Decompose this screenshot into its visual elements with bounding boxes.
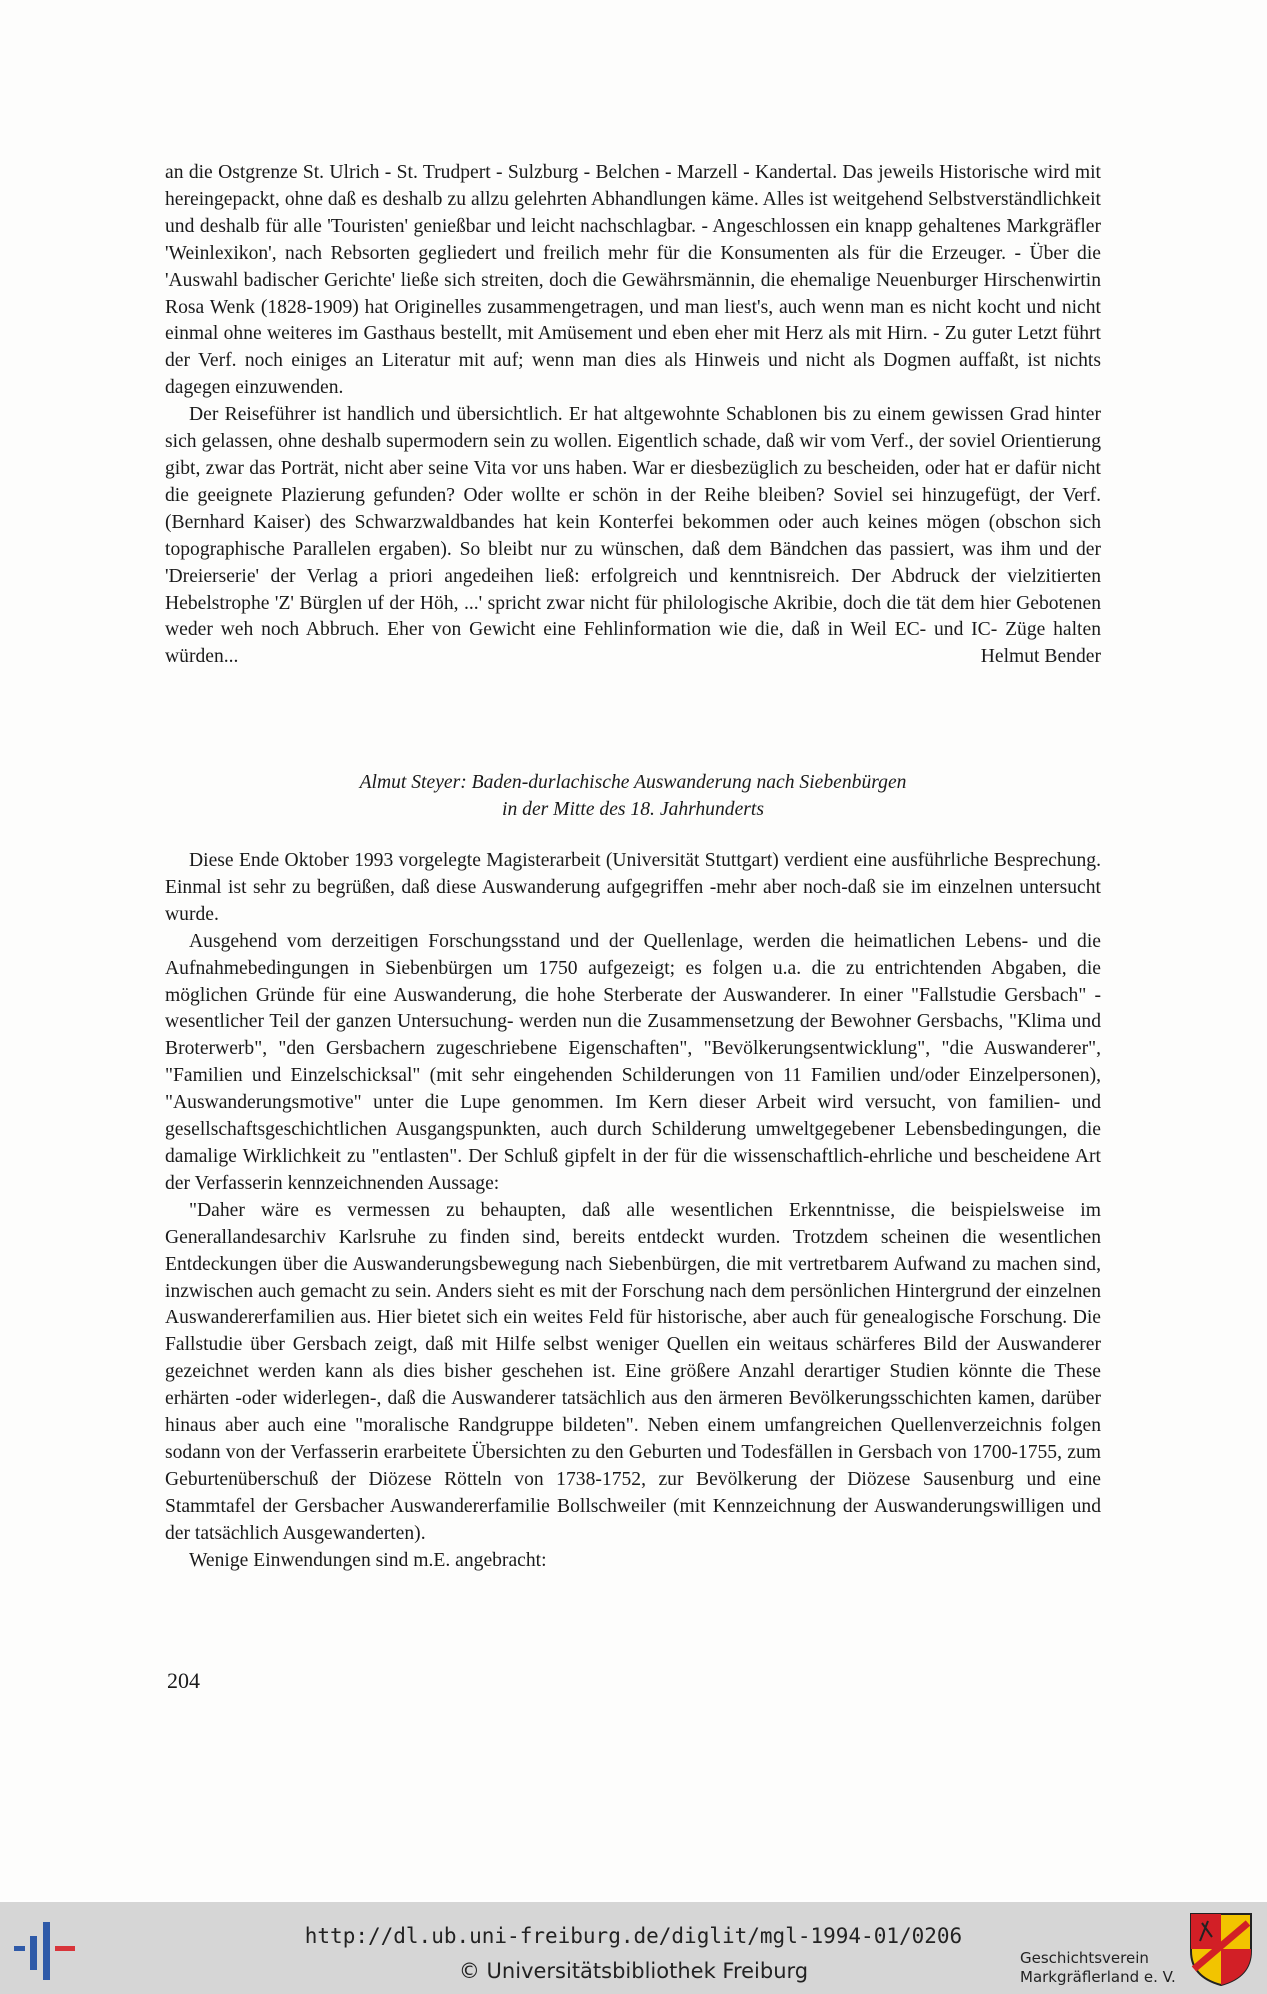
footer-bar [0, 1902, 1267, 1994]
page-number: 204 [167, 1668, 200, 1693]
copyright-notice: © Universitätsbibliothek Freiburg [458, 1959, 809, 1983]
paragraph: Ausgehend vom derzeitigen Forschungsstand und der Quellenlage, werden die heimatlichen Lebens- und die Aufnahmebedingungen in Siebenbürgen um 1750 aufgezeigt; es folgen u.a. die zu entrichtenden Abgaben, die möglichen Gründe für eine Auswanderung, die hohe Sterberate der Auswanderer. In einer "Fallstudie Gersbach" -wesentlicher Teil der ganzen Untersuchung- werden nun die Zusammensetzung der Bewohner Gersbachs, "Klima und Broterwerb", "den Gersbachern zugeschriebene Eigenschaften", "Bevölkerungsentwicklung", "die Auswanderer", "Familien und Einzelschicksal" (mit sehr eingehenden Schilderungen von 11 Familien und/oder Einzelpersonen), "Auswanderungsmotive" unter die Lupe genommen. Im Kern dieser Arbeit wird versucht, von familien- und gesellschaftsgeschichtlichen Ausgangspunkten, auch durch Schilderung umweltgegebener Lebensbedingungen, die damalige Wirklichkeit zu "entlasten". Der Schluß gipfelt in der für die wissenschaftlich-ehrliche und bescheidene Art der Verfasserin kennzeichnenden Aussage: [165, 930, 1101, 1194]
organization-name [1020, 1949, 1176, 1987]
permalink-url[interactable]: http://dl.ub.uni-freiburg.de/diglit/mgl-1994-01/0206 [304, 1924, 963, 1948]
reviewer-signature: Helmut Bender [980, 646, 1101, 668]
paragraph: Wenige Einwendungen sind m.E. angebracht: [189, 1549, 547, 1571]
review-title-line: in der Mitte des 18. Jahrhunderts [502, 799, 764, 820]
review-text-block-1 [165, 160, 1101, 671]
paragraph-text: Der Reiseführer ist handlich und übersichtlich. Er hat altgewohnte Schablonen bis zu einem gewissen Grad hinter sich gelassen, ohne deshalb supermodern sein zu wollen. Eigentlich schade, daß wir vom Verf., der soviel Orientierung gibt, zwar das Porträt, nicht aber seine Vita vor uns haben. War er diesbezüglich zu bescheiden, oder hat er dafür nicht die geeignete Plazierung gefunden? Oder wollte er schön in der Reihe bleiben? Soviel sei hinzugefügt, der Verf. (Bernhard Kaiser) des Schwarzwaldbandes hat kein Konterfei bekommen oder auch keines mögen (obschon sich topographische Parallelen ergaben). So bleibt nur zu wünschen, daß dem Bändchen das passiert, was ihm und der 'Dreierserie' der Verlag a priori angedeihen ließ: erfolgreich und kenntnisreich. Der Abdruck der vielzitierten Hebelstrophe 'Z' Bürglen uf der Höh, ...' spricht zwar nicht für philologische Akribie, doch die tät dem hier Gebotenen weder weh noch Abbruch. Eher von Gewicht eine Fehlinformation wie die, daß in Weil EC- und IC- Züge halten würden... [165, 404, 1101, 668]
review-title [165, 769, 1101, 823]
review-title-line: Almut Steyer: Baden-durlachische Auswanderung nach Siebenbürgen [359, 772, 907, 793]
paragraph: Diese Ende Oktober 1993 vorgelegte Magisterarbeit (Universität Stuttgart) verdient eine ausführliche Besprechung. Einmal ist sehr zu begrüßen, daß diese Auswanderung aufgegriffen -mehr aber noch-daß sie im einzelnen untersucht wurde. [165, 850, 1101, 925]
geschichtsverein-crest-icon[interactable] [1188, 1911, 1254, 1987]
paragraph: an die Ostgrenze St. Ulrich - St. Trudpert - Sulzburg - Belchen - Marzell - Kandertal. Das jeweils Historische wird mit hereingepackt, ohne daß es deshalb zu allzu gelehrten Abhandlungen käme. Alles ist weitgehend Selbstverständlichkeit und deshalb für alle 'Touristen' genießbar und leicht nachschlagbar. - Angeschlossen ein knapp gehaltenes Markgräfler 'Weinlexikon', nach Rebsorten gegliedert und freilich mehr für die Konsumenten als für die Erzeuger. - Über die 'Auswahl badischer Gerichte' ließe sich streiten, doch die Gewährsmännin, die ehemalige Neuenburger Hirschenwirtin Rosa Wenk (1828-1909) hat Originelles zusammengetragen, und man liest's, auch wenn man es nicht kocht und nicht einmal ohne weiteres im Gasthaus bestellt, mit Amüsement und eben eher mit Herz als mit Hirn. - Zu guter Letzt führt der Verf. noch einiges an Literatur mit auf; wenn man dies als Hinweis und nicht als Dogmen auffaßt, ist nichts dagegen einzuwenden. [165, 162, 1101, 399]
organization-name-line: Geschichtsverein [1020, 1949, 1149, 1967]
paragraph [165, 402, 1101, 671]
paragraph: "Daher wäre es vermessen zu behaupten, daß alle wesentlichen Erkenntnisse, die beispielsweise im Generallandesarchiv Karlsruhe zu finden sind, bereits entdeckt wurden. Trotzdem scheinen die wesentlichen Entdeckungen über die Auswanderungsbewegung nach Siebenbürgen, die mit vertretbarem Aufwand zu machen sind, inzwischen auch gemacht zu sein. Anders sieht es mit der Forschung nach dem persönlichen Hintergrund der einzelnen Auswandererfamilien aus. Hier bietet sich ein weites Feld für historische, aber auch für genealogische Forschung. Die Fallstudie über Gersbach zeigt, daß mit Hilfe selbst weniger Quellen ein weitaus schärferes Bild der Auswanderer gezeichnet werden kann als dies bisher geschehen ist. Eine größere Anzahl derartiger Studien könnte die These erhärten -oder widerlegen-, daß die Auswanderer tatsächlich aus den ärmeren Bevölkerungsschichten kamen, darüber hinaus aber auch eine "moralische Randgruppe bildeten". Neben einem umfangreichen Quellenverzeichnis folgen sodann von der Verfasserin erarbeitete Übersichten zu den Geburten und Todesfällen in Gersbach von 1700-1755, zum Geburtenüberschuß der Diözese Rötteln von 1738-1752, zur Bevölkerung der Diözese Sausenburg und eine Stammtafel der Gersbacher Auswandererfamilie Bollschweiler (mit Kennzeichnung der Auswanderungswilligen und der tatsächlich Ausgewanderten). [165, 1199, 1101, 1544]
review-text-block-2 [165, 848, 1101, 1574]
organization-name-line: Markgräflerland e. V. [1020, 1968, 1176, 1986]
